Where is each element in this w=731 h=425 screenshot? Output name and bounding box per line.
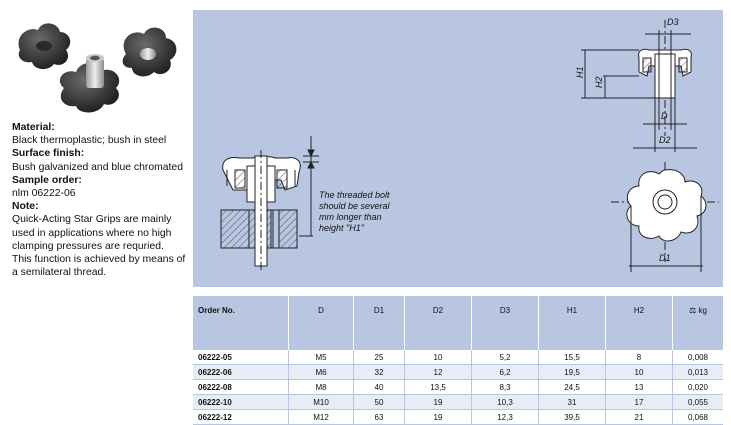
- dim-d-label: D: [661, 111, 668, 121]
- cell-h1: 15,5: [539, 350, 606, 365]
- col-weight: [673, 296, 724, 350]
- cell-d: M6: [289, 365, 354, 380]
- cell-d: M5: [289, 350, 354, 365]
- cell-order-no: 06222-08: [193, 380, 289, 395]
- technical-drawing: [193, 10, 723, 287]
- cell-d2: 19: [405, 395, 472, 410]
- cell-h2: 13: [606, 380, 673, 395]
- note-line: Quick-Acting Star Grips are mainly: [12, 214, 172, 226]
- cell-weight: 0,055: [687, 397, 709, 407]
- cell-weight: 0,008: [687, 352, 709, 362]
- assembly-view: [221, 136, 319, 272]
- table-row: [193, 410, 723, 425]
- table-row: [193, 365, 723, 380]
- cell-d1: 32: [354, 365, 405, 380]
- cell-d1: 63: [354, 410, 405, 425]
- cell-d1: 25: [354, 350, 405, 365]
- cell-weight: 0,013: [687, 367, 709, 377]
- note-line: used in applications where no high: [12, 227, 172, 239]
- cell-d3: 5,2: [472, 350, 539, 365]
- col-h1: H1: [539, 296, 606, 350]
- cell-weight: 0,020: [687, 382, 709, 392]
- cell-d2: 10: [405, 350, 472, 365]
- table-header-row: [193, 296, 723, 350]
- surface-finish-text: Bush galvanized and blue chromated: [12, 161, 183, 173]
- dim-h2-label: H2: [594, 76, 604, 88]
- dimensions-table: [193, 296, 723, 425]
- dim-d1-label: D1: [659, 253, 671, 263]
- col-d3: D3: [472, 296, 539, 350]
- cell-order-no: 06222-05: [193, 350, 289, 365]
- col-d: D: [289, 296, 354, 350]
- cell-h1: 31: [539, 395, 606, 410]
- col-order-no: Order No.: [193, 296, 289, 350]
- cell-d2: 12: [405, 365, 472, 380]
- surface-finish-label: Surface finish:: [12, 148, 85, 160]
- note-line: a semilateral thread.: [12, 267, 107, 279]
- col-d1: D1: [354, 296, 405, 350]
- cell-d: M8: [289, 380, 354, 395]
- product-info: [12, 121, 190, 279]
- dim-d3-label: D3: [667, 17, 679, 27]
- cell-order-no: 06222-10: [193, 395, 289, 410]
- cell-d: M10: [289, 395, 354, 410]
- cell-order-no: 06222-06: [193, 365, 289, 380]
- col-d2: D2: [405, 296, 472, 350]
- cell-d2: 19: [405, 410, 472, 425]
- cell-d: M12: [289, 410, 354, 425]
- drawing-note-line: The threaded bolt: [319, 190, 390, 200]
- cell-h2: 21: [606, 410, 673, 425]
- cell-d1: 50: [354, 395, 405, 410]
- col-weight-label: kg: [698, 306, 707, 315]
- cell-h2: 8: [606, 350, 673, 365]
- cell-h2: 10: [606, 365, 673, 380]
- drawing-note-line: mm longer than: [319, 212, 382, 222]
- cell-d3: 12,3: [472, 410, 539, 425]
- note-line: clamping pressures are requried.: [12, 240, 164, 252]
- cell-d1: 40: [354, 380, 405, 395]
- sample-order-text: nlm 06222-06: [12, 188, 76, 200]
- table-row: [193, 380, 723, 395]
- cell-order-no: 06222-12: [193, 410, 289, 425]
- cell-h1: 24,5: [539, 380, 606, 395]
- cell-d3: 8,3: [472, 380, 539, 395]
- cell-h2: 17: [606, 395, 673, 410]
- cell-h1: 39,5: [539, 410, 606, 425]
- sample-order-label: Sample order:: [12, 174, 82, 186]
- material-label: Material:: [12, 122, 55, 133]
- cell-d3: 6,2: [472, 365, 539, 380]
- dim-h1-label: H1: [575, 66, 585, 78]
- cell-h1: 19,5: [539, 365, 606, 380]
- table-row: [193, 395, 723, 410]
- drawing-note-line: height "H1": [319, 223, 364, 233]
- cell-weight: 0,068: [687, 412, 709, 422]
- cell-d2: 13,5: [405, 380, 472, 395]
- cell-d3: 10,3: [472, 395, 539, 410]
- material-text: Black thermoplastic; bush in steel: [12, 135, 167, 147]
- drawing-note-line: should be several: [319, 201, 390, 211]
- note-label: Note:: [12, 201, 39, 213]
- note-line: This function is achieved by means of: [12, 254, 186, 266]
- dim-d2-label: D2: [659, 135, 671, 145]
- col-h2: H2: [606, 296, 673, 350]
- table-row: [193, 350, 723, 365]
- weight-icon: ⚖: [689, 306, 697, 315]
- product-photo: [8, 10, 186, 118]
